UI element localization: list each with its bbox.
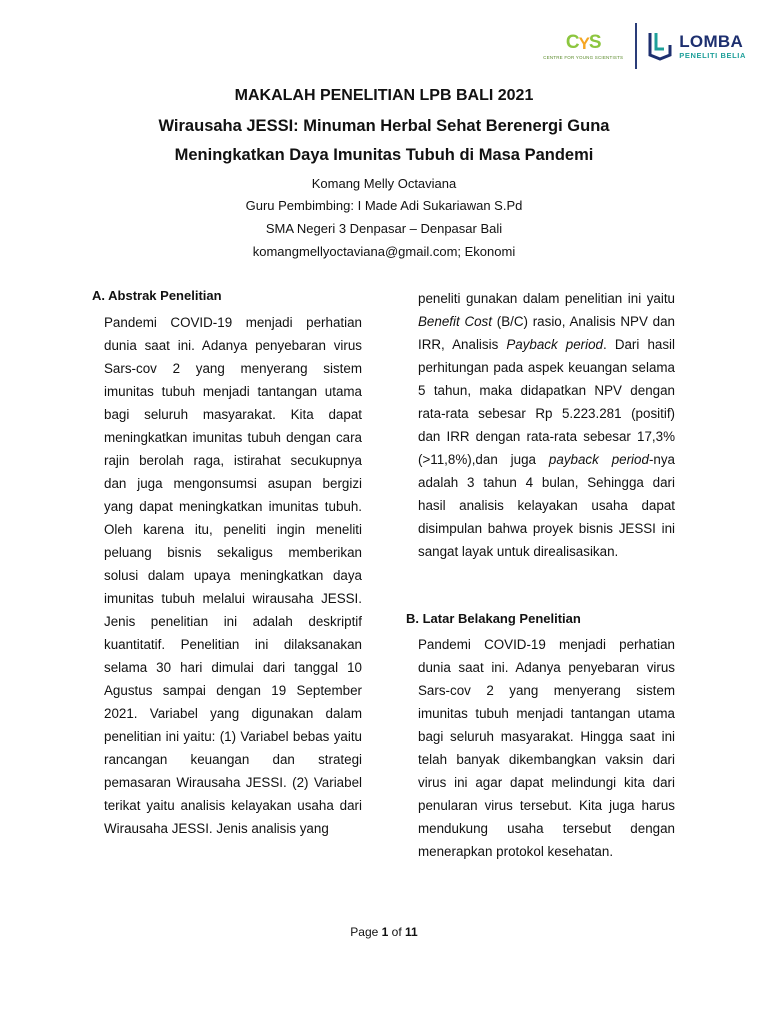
section-b-text: Pandemi COVID-19 menjadi perhatian dunia saat ini. Adanya penyebaran virus Sars-cov 2 yang menyerang sistem imunitas tubuh menjadi tantangan utama bagi seluruh masyarakat. Hingga saat ini telah banyak dikembangkan vaksin dari virus ini agar dapat melindungi kita dari penularan virus tersebut. Kita juga harus mendukung usaha tersebut dengan menerapkan protokol kesehatan. <box>418 637 675 859</box>
page-label: Page <box>350 925 379 939</box>
paper-title-line2: Meningkatkan Daya Imunitas Tubuh di Masa Pandemi <box>174 146 594 164</box>
header-logos <box>543 22 746 70</box>
lomba-logo-title: LOMBA <box>679 31 744 51</box>
section-b-body <box>418 633 675 863</box>
paper-title-line1: Wirausaha JESSI: Minuman Herbal Sehat Berenergi Guna <box>158 117 610 135</box>
section-a-body-left <box>104 311 362 840</box>
lomba-logo-subtitle: PENELITI BELIA <box>679 50 746 60</box>
term-payback-period-2: payback period <box>548 452 649 467</box>
page-of-label: of <box>391 925 402 939</box>
page-footer <box>0 925 768 939</box>
section-a-text-1: Pandemi COVID-19 menjadi perhatian dunia saat ini. Adanya penyebaran virus Sars-cov 2 yang menyerang sistem imunitas tubuh menjadi tantangan utama bagi seluruh masyarakat. Kita dapat meningkatkan imunitas tubuh dengan cara rajin berolah raga, istirahat secukupnya dan juga mengonsumsi asupan bergizi yang dapat meningkatkan imunitas tubuh. Oleh karena itu, peneliti ingin meneliti peluang bisnis sekaligus memberikan solusi dalam upaya meningkatkan daya imunitas tubuh melalui wirausaha JESSI. Jenis penelitian ini adalah deskriptif kuantitatif. Penelitian ini dilaksanakan selama 30 hari dimulai dari tanggal 10 Agustus sampai dengan 19 September 2021. Variabel yang digunakan dalam penelitian ini yaitu: (1) Variabel bebas yaitu rancangan keuangan dan strategi pemasaran Wirausaha JESSI. (2) Variabel terikat yaitu analisis kelayakan usaha dari Wirausaha JESSI. Jenis analisis yang <box>104 315 362 836</box>
cys-logo <box>543 32 623 60</box>
logo-divider <box>635 23 637 69</box>
author-contact: komangmellyoctaviana@gmail.com; Ekonomi <box>252 244 516 259</box>
section-a-heading: A. Abstrak Penelitian <box>92 288 222 303</box>
section-a-text-1-continued: peneliti gunakan dalam penelitian ini yaitu <box>418 291 675 306</box>
section-a-text-3: . Dari hasil perhitungan pada aspek keuangan selama 5 tahun, maka didapatkan NPV dengan rata-rata sebesar Rp 5.223.281 (positif) dan IRR dengan rata-rata sebesar 17,3% (>11,8%),dan juga <box>418 337 675 467</box>
cys-logo-wordmark: C Y S <box>565 32 601 53</box>
section-a-text-4: -nya adalah 3 tahun 4 bulan, Sehingga dari hasil analisis kelayakan usaha dapat disimpulan bahwa proyek bisnis JESSI ini sangat layak untuk direalisasikan. <box>418 452 675 559</box>
section-b-heading: B. Latar Belakang Penelitian <box>406 611 581 626</box>
page-total: 11 <box>405 925 418 939</box>
term-benefit-cost: Benefit Cost <box>418 314 492 329</box>
lomba-logo <box>647 31 746 61</box>
author-name: Komang Melly Octaviana <box>311 176 457 191</box>
cys-logo-subtitle: CENTRE FOR YOUNG SCIENTISTS <box>543 55 624 60</box>
school-name: SMA Negeri 3 Denpasar – Denpasar Bali <box>265 221 503 236</box>
page-current: 1 <box>381 925 389 939</box>
section-a-text-2: (B/C) rasio, Analisis NPV dan IRR, Analisis <box>418 314 675 352</box>
advisor-name: Guru Pembimbing: I Made Adi Sukariawan S.Pd <box>245 198 523 213</box>
lomba-emblem-icon <box>647 31 673 61</box>
term-payback-period: Payback period <box>506 337 604 352</box>
section-a-body-right <box>418 287 675 563</box>
paper-header: MAKALAH PENELITIAN LPB BALI 2021 <box>234 87 534 104</box>
